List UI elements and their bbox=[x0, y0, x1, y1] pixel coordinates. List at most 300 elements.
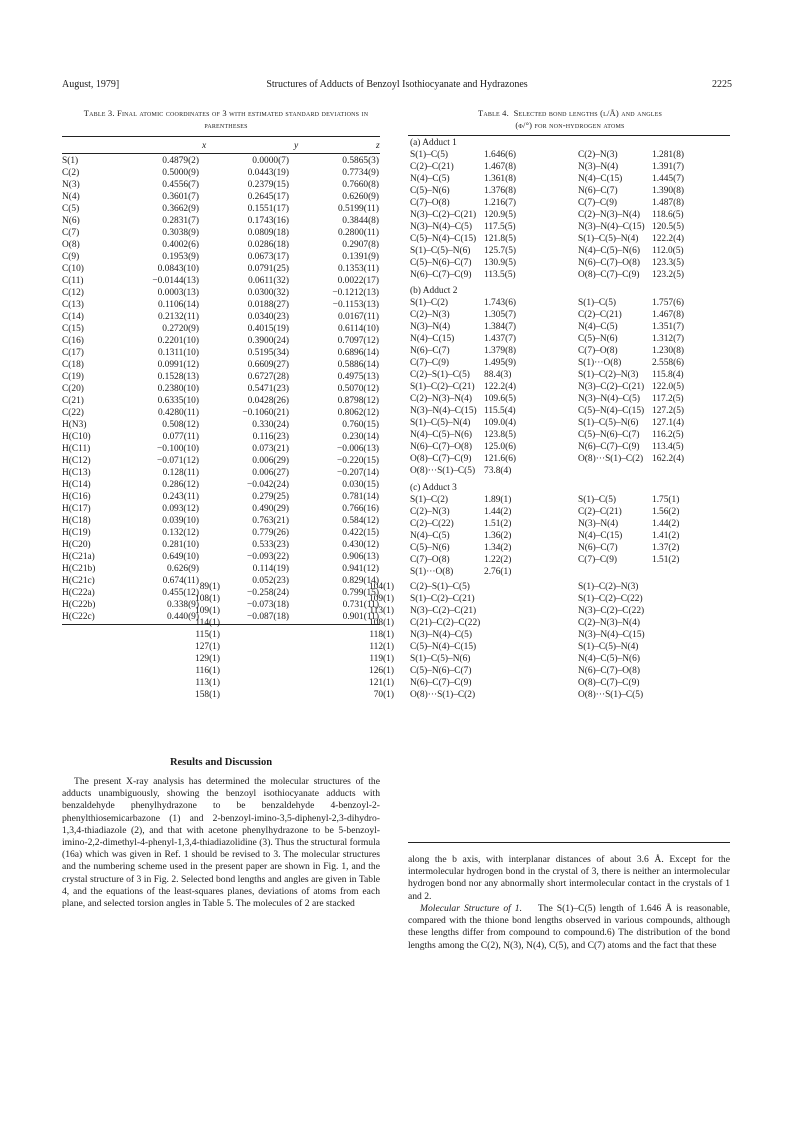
bond-label: C(21)–C(2)–C(22) bbox=[410, 618, 481, 628]
table-row bbox=[62, 239, 395, 251]
bond-value: 1.75(1) bbox=[652, 495, 680, 505]
bond-value: 1.51(2) bbox=[652, 555, 680, 565]
table-row bbox=[62, 419, 395, 431]
bond-label: S(1)–C(2)–N(3) bbox=[578, 370, 639, 380]
bond-value: 122.0(5) bbox=[652, 382, 685, 392]
table-row bbox=[62, 575, 395, 587]
table3-header-rule bbox=[62, 153, 380, 154]
table3-cell-z: 0.5199(11) bbox=[337, 204, 379, 214]
table3-cell-x: 0.338(9) bbox=[166, 600, 199, 610]
col-x: x bbox=[202, 141, 207, 151]
table-row bbox=[62, 311, 395, 323]
table3-cell-atom: H(C20) bbox=[62, 540, 91, 550]
table4-caption-line2: (φ/°) for non-hydrogen atoms bbox=[515, 120, 625, 130]
table3-header bbox=[62, 141, 380, 153]
table3-cell-atom: H(N3) bbox=[62, 420, 87, 430]
table3-cell-atom: H(C18) bbox=[62, 516, 91, 526]
table3-label: Table 3. bbox=[83, 108, 115, 118]
table3-cell-y: 0.0791(25) bbox=[247, 264, 289, 274]
bond-value: 115.5(4) bbox=[484, 406, 516, 416]
table3-cell-atom: H(C10) bbox=[62, 432, 91, 442]
table3-cell-atom: H(C12) bbox=[62, 456, 91, 466]
table-row bbox=[62, 179, 395, 191]
page-number: 2225 bbox=[712, 79, 732, 90]
bond-label: N(4)–C(15) bbox=[578, 174, 623, 184]
bond-label: S(1)–C(2)–C(22) bbox=[578, 594, 643, 604]
bond-label: N(3)–C(2)–C(21) bbox=[410, 606, 477, 616]
table3-cell-x: 0.4879(2) bbox=[162, 156, 199, 166]
table3-cell-x: 0.649(10) bbox=[162, 552, 199, 562]
bond-label: N(4)–C(5)–N(6) bbox=[410, 430, 472, 440]
table3-cell-y: 0.490(29) bbox=[252, 504, 289, 514]
bond-label: S(1)–C(2) bbox=[410, 495, 449, 505]
table3-cell-atom: C(11) bbox=[62, 276, 84, 286]
table3-cell-z: 0.6896(14) bbox=[337, 348, 379, 358]
table3-cell-z: 0.4975(13) bbox=[337, 372, 379, 382]
table4-top-rule bbox=[408, 135, 730, 136]
table-row bbox=[62, 275, 395, 287]
bond-value: 115(1) bbox=[195, 630, 220, 640]
bond-value: 1.646(6) bbox=[484, 150, 517, 160]
table-row bbox=[62, 515, 395, 527]
bond-label: C(5)–N(4)–C(15) bbox=[410, 642, 477, 652]
table-row bbox=[62, 227, 395, 239]
bond-label: N(3)–C(2)–C(22) bbox=[578, 606, 645, 616]
bond-label: C(2)–C(21) bbox=[410, 162, 454, 172]
table3-cell-y: 0.330(24) bbox=[252, 420, 289, 430]
table-row bbox=[62, 167, 395, 179]
table-row bbox=[62, 155, 395, 167]
table3-cell-z: 0.941(12) bbox=[342, 564, 379, 574]
table3-cell-y: −0.1060(21) bbox=[242, 408, 289, 418]
table3-cell-atom: H(C14) bbox=[62, 480, 91, 490]
bond-value: 108(1) bbox=[195, 594, 220, 604]
bond-value: 109(1) bbox=[369, 594, 394, 604]
table3-cell-y: −0.258(24) bbox=[247, 588, 289, 598]
bond-value: 109.0(4) bbox=[484, 418, 517, 428]
bond-label: C(7)–C(9) bbox=[578, 555, 618, 565]
table-row bbox=[62, 431, 395, 443]
bond-value: 113.4(5) bbox=[652, 442, 684, 452]
table3-cell-atom: H(C22c) bbox=[62, 612, 95, 622]
table-row bbox=[62, 551, 395, 563]
table3-cell-y: 0.006(27) bbox=[252, 468, 289, 478]
table3-cell-atom: O(8) bbox=[62, 240, 80, 250]
bond-value: 1.757(6) bbox=[652, 298, 685, 308]
table-row bbox=[62, 491, 395, 503]
table3-cell-atom: H(C21b) bbox=[62, 564, 96, 574]
table-row bbox=[62, 335, 395, 347]
bond-value: 1.56(2) bbox=[652, 507, 680, 517]
table3-cell-y: 0.006(29) bbox=[252, 456, 289, 466]
bond-label: N(3)–N(4)–C(15) bbox=[578, 630, 645, 640]
table3-cell-y: 0.0340(23) bbox=[247, 312, 289, 322]
table3-cell-atom: N(3) bbox=[62, 180, 80, 190]
molecular-structure-subhead: Molecular Structure of 1. bbox=[420, 903, 522, 914]
bond-label: S(1)–C(2)–C(21) bbox=[410, 382, 475, 392]
table3-cell-x: 0.626(9) bbox=[166, 564, 199, 574]
bond-label: N(6)–C(7)–C(9) bbox=[578, 442, 640, 452]
bond-value: 1.44(2) bbox=[484, 507, 512, 517]
bond-label: N(6)–C(7)–C(9) bbox=[410, 678, 472, 688]
table3-cell-atom: H(C19) bbox=[62, 528, 91, 538]
bond-value: 1.391(7) bbox=[652, 162, 685, 172]
molecular-structure-paragraph bbox=[408, 903, 730, 952]
bond-label: N(3)–N(4) bbox=[578, 162, 619, 172]
col-y: y bbox=[294, 141, 299, 151]
bond-value: 121(1) bbox=[369, 678, 394, 688]
table3-cell-z: 0.230(14) bbox=[342, 432, 379, 442]
table3-cell-x: −0.100(10) bbox=[157, 444, 199, 454]
table3-cell-x: 0.5000(9) bbox=[162, 168, 199, 178]
bond-label: S(1)···O(8) bbox=[578, 358, 622, 368]
table3-cell-z: 0.799(15) bbox=[342, 588, 379, 598]
bond-label: N(6)–C(7)–O(8) bbox=[578, 258, 640, 268]
table3-cell-x: 0.0991(12) bbox=[157, 360, 199, 370]
bond-value: 1.743(6) bbox=[484, 298, 517, 308]
table-row bbox=[62, 527, 395, 539]
table3-cell-atom: H(C16) bbox=[62, 492, 91, 502]
bond-label: N(4)–C(15) bbox=[578, 531, 623, 541]
bond-label: O(8)–C(7)–C(9) bbox=[578, 678, 640, 688]
bond-label: S(1)···O(8) bbox=[410, 567, 454, 577]
table3-cell-x: 0.2831(7) bbox=[162, 216, 199, 226]
bond-label: S(1)–C(2)–C(21) bbox=[410, 594, 475, 604]
table3-cell-y: −0.073(18) bbox=[247, 600, 289, 610]
bond-value: 1.305(7) bbox=[484, 310, 517, 320]
bond-value: 123.8(5) bbox=[484, 430, 517, 440]
table-row bbox=[62, 539, 395, 551]
table3-cell-atom: C(13) bbox=[62, 300, 84, 310]
bond-value: 116.2(5) bbox=[652, 430, 684, 440]
table3-cell-z: 0.5886(14) bbox=[337, 360, 379, 370]
table3-cell-z: 0.7660(8) bbox=[342, 180, 379, 190]
table3-caption-text: Final atomic coordinates of 3 with estimated standard deviations in parentheses bbox=[117, 108, 369, 130]
bond-value: 113.5(5) bbox=[484, 270, 516, 280]
table3-cell-atom: H(C17) bbox=[62, 504, 91, 514]
table3-cell-y: −0.042(24) bbox=[247, 480, 289, 490]
table3-cell-atom: C(10) bbox=[62, 264, 84, 274]
bond-label: N(6)–C(7) bbox=[410, 346, 450, 356]
bond-label: N(4)–C(5)–N(6) bbox=[578, 246, 640, 256]
table3-cell-z: −0.1153(13) bbox=[332, 300, 379, 310]
bond-value: 73.8(4) bbox=[484, 466, 512, 476]
table3-cell-atom: H(C13) bbox=[62, 468, 91, 478]
table3-cell-x: −0.0144(13) bbox=[152, 276, 199, 286]
bond-label: C(5)–N(6)–C(7) bbox=[410, 666, 472, 676]
table3-cell-z: 0.7097(12) bbox=[337, 336, 379, 346]
table3-cell-z: 0.5865(3) bbox=[342, 156, 379, 166]
table3-cell-z: 0.1391(9) bbox=[342, 252, 379, 262]
table3-cell-x: 0.2380(10) bbox=[157, 384, 199, 394]
table3-cell-atom: C(16) bbox=[62, 336, 84, 346]
bond-value: 1.376(8) bbox=[484, 186, 517, 196]
bond-value: 119(1) bbox=[369, 654, 394, 664]
bond-label: N(4)–C(5)–N(6) bbox=[578, 654, 640, 664]
table3-cell-atom: C(19) bbox=[62, 372, 84, 382]
table3-cell-z: −0.1212(13) bbox=[332, 288, 379, 298]
bond-label: C(7)–O(8) bbox=[410, 198, 450, 208]
bond-value: 125.7(5) bbox=[484, 246, 517, 256]
bond-value: 89(1) bbox=[199, 582, 220, 592]
table3-cell-y: 0.3900(24) bbox=[247, 336, 289, 346]
bond-value: 1.37(2) bbox=[652, 543, 680, 553]
table3-cell-x: 0.4556(7) bbox=[162, 180, 199, 190]
table-row bbox=[62, 599, 395, 611]
bond-value: 120.9(5) bbox=[484, 210, 517, 220]
adduct1-section-label: (a) Adduct 1 bbox=[410, 138, 457, 148]
bond-label: S(1)–C(5)–N(4) bbox=[410, 418, 471, 428]
table3-cell-x: 0.2720(9) bbox=[162, 324, 199, 334]
bond-value: 1.41(2) bbox=[652, 531, 680, 541]
table3-cell-x: 0.2132(11) bbox=[157, 312, 199, 322]
table3-cell-y: 0.116(23) bbox=[252, 432, 289, 442]
table3-cell-atom: C(15) bbox=[62, 324, 84, 334]
bond-label: C(2)–C(21) bbox=[578, 310, 622, 320]
running-header bbox=[62, 79, 732, 93]
table3-cell-y: 0.0000(7) bbox=[252, 156, 289, 166]
bond-value: 118.6(5) bbox=[652, 210, 684, 220]
table3-cell-z: 0.829(14) bbox=[342, 576, 379, 586]
table4-caption-line1: Selected bond lengths (l/Å) and angles bbox=[513, 108, 663, 118]
bond-value: 104(1) bbox=[369, 582, 394, 592]
table3-cell-atom: H(C22b) bbox=[62, 600, 96, 610]
bond-value: 122.2(4) bbox=[484, 382, 517, 392]
table3-cell-y: 0.763(21) bbox=[252, 516, 289, 526]
table-row bbox=[62, 479, 395, 491]
bond-label: C(5)–N(6) bbox=[578, 334, 618, 344]
table3-cell-y: 0.5471(23) bbox=[247, 384, 289, 394]
table3-cell-atom: S(1) bbox=[62, 156, 79, 166]
bond-value: 1.379(8) bbox=[484, 346, 517, 356]
bond-value: 113(1) bbox=[369, 606, 394, 616]
bond-label: C(2)–C(21) bbox=[578, 507, 622, 517]
table3-cell-z: 0.5070(12) bbox=[337, 384, 379, 394]
table3-cell-z: 0.430(12) bbox=[342, 540, 379, 550]
bond-label: S(1)–C(5) bbox=[410, 150, 449, 160]
table3-cell-z: 0.030(15) bbox=[342, 480, 379, 490]
bond-label: O(8)–C(7)–C(9) bbox=[410, 454, 472, 464]
table-row bbox=[62, 611, 395, 623]
bond-label: N(3)–N(4)–C(15) bbox=[410, 406, 477, 416]
bond-label: C(7)–O(8) bbox=[578, 346, 618, 356]
table3-cell-y: 0.114(19) bbox=[252, 564, 289, 574]
table3-cell-y: 0.1743(16) bbox=[247, 216, 289, 226]
bond-value: 122.2(4) bbox=[652, 234, 685, 244]
bond-value: 1.22(2) bbox=[484, 555, 512, 565]
table3-cell-z: 0.422(15) bbox=[342, 528, 379, 538]
table3-cell-atom: C(17) bbox=[62, 348, 84, 358]
table3-cell-z: 0.2907(8) bbox=[342, 240, 379, 250]
bond-value: 112.0(5) bbox=[652, 246, 684, 256]
header-title: Structures of Adducts of Benzoyl Isothiocyanate and Hydrazones bbox=[266, 79, 528, 90]
bond-value: 1.281(8) bbox=[652, 150, 685, 160]
bond-value: 1.44(2) bbox=[652, 519, 680, 529]
bond-label: N(6)–C(7)–C(9) bbox=[410, 270, 472, 280]
table3-cell-x: 0.674(11) bbox=[162, 576, 199, 586]
table3-cell-z: −0.220(15) bbox=[337, 456, 379, 466]
table3-cell-y: 0.6609(27) bbox=[247, 360, 289, 370]
table3-cell-atom: C(9) bbox=[62, 252, 80, 262]
bond-value: 1.384(7) bbox=[484, 322, 517, 332]
table3-cell-z: 0.8798(12) bbox=[337, 396, 379, 406]
table3-cell-y: 0.0300(32) bbox=[247, 288, 289, 298]
bond-value: 1.487(8) bbox=[652, 198, 685, 208]
bond-value: 162.2(4) bbox=[652, 454, 685, 464]
bond-label: N(3)–N(4)–C(5) bbox=[410, 222, 472, 232]
table3-cell-x: 0.0843(10) bbox=[157, 264, 199, 274]
bond-value: 121.6(6) bbox=[484, 454, 517, 464]
table-row bbox=[62, 359, 395, 371]
results-paragraph-left: The present X-ray analysis has determined the molecular structures of the adducts unambiguously, showing the benzoyl isothiocyanate adducts with benzaldehyde phenylhydrazone to be benzaldehyde 4-benzoyl-2-phenylthiosemicarbazone (1) and 2-benzoyl-imino-3,5-diphenyl-2,3-dihydro-1,3,4-thiadiazole (2), and that with acetone phenylhydrazone to be 5-benzoyl-imino-2,2-dimethyl-4-phenyl-1,3,4-thiadiazolidine (3). Thus the structural formula (16a) which was given in Ref. 1 should be revised to 3. The molecular structures and the numbering scheme used in the present paper are shown in Fig. 1, and the crystal structure of 3 in Fig. 2. Selected bond lengths and angles are given in Table 4, and the equations of the least-squares planes, deviations of atoms from each plane, and selected torsion angles in Table 5. The molecules of 2 are stacked bbox=[62, 776, 380, 910]
table-row bbox=[62, 407, 395, 419]
table3-cell-z: 0.6260(9) bbox=[342, 192, 379, 202]
table3-cell-x: 0.4280(11) bbox=[157, 408, 199, 418]
table3-cell-z: −0.207(14) bbox=[337, 468, 379, 478]
bond-label: N(4)–C(5) bbox=[410, 531, 450, 541]
table-row bbox=[62, 215, 395, 227]
bond-value: 1.89(1) bbox=[484, 495, 512, 505]
table3-cell-x: 0.3601(7) bbox=[162, 192, 199, 202]
table3-cell-x: 0.3038(9) bbox=[162, 228, 199, 238]
bond-value: 127.1(4) bbox=[652, 418, 685, 428]
table-row bbox=[62, 467, 395, 479]
bond-value: 158(1) bbox=[195, 690, 220, 700]
bond-value: 117.5(5) bbox=[484, 222, 516, 232]
bond-value: 70(1) bbox=[373, 690, 394, 700]
bond-label: C(7)–C(9) bbox=[578, 198, 618, 208]
bond-label: C(2)–N(3)–N(4) bbox=[578, 210, 640, 220]
bond-value: 109.6(5) bbox=[484, 394, 517, 404]
table3-cell-x: 0.281(10) bbox=[162, 540, 199, 550]
bond-value: 120.5(5) bbox=[652, 222, 685, 232]
table-row bbox=[62, 503, 395, 515]
bond-value: 121.8(5) bbox=[484, 234, 517, 244]
table3-cell-x: 0.440(9) bbox=[166, 612, 199, 622]
bond-label: C(5)–N(4)–C(15) bbox=[578, 406, 645, 416]
adduct3-section-label: (c) Adduct 3 bbox=[410, 483, 457, 493]
table-row bbox=[62, 395, 395, 407]
table3-cell-atom: N(6) bbox=[62, 216, 80, 226]
table3-cell-x: 0.6335(10) bbox=[157, 396, 199, 406]
bond-label: O(8)–C(7)–C(9) bbox=[578, 270, 640, 280]
bond-value: 123.2(5) bbox=[652, 270, 685, 280]
table3-cell-y: 0.052(23) bbox=[252, 576, 289, 586]
bond-value: 112(1) bbox=[369, 642, 394, 652]
bond-value: 1.351(7) bbox=[652, 322, 685, 332]
table3-cell-atom: C(12) bbox=[62, 288, 84, 298]
table3-cell-y: 0.5195(34) bbox=[247, 348, 289, 358]
bond-label: C(7)–C(9) bbox=[410, 358, 450, 368]
bond-label: C(5)–N(6)–C(7) bbox=[410, 258, 472, 268]
bond-label: S(1)–C(5)–N(4) bbox=[578, 234, 639, 244]
bond-label: N(3)–N(4) bbox=[410, 322, 451, 332]
table3-cell-atom: C(2) bbox=[62, 168, 80, 178]
bond-value: 116(1) bbox=[195, 666, 220, 676]
bond-value: 109(1) bbox=[195, 606, 220, 616]
bond-value: 1.390(8) bbox=[652, 186, 685, 196]
bond-label: N(6)–C(7) bbox=[578, 186, 618, 196]
table-row bbox=[62, 203, 395, 215]
bond-value: 114(1) bbox=[195, 618, 220, 628]
table3-cell-atom: C(20) bbox=[62, 384, 84, 394]
bond-label: C(2)–N(3) bbox=[578, 150, 618, 160]
bond-value: 1.51(2) bbox=[484, 519, 512, 529]
table3-cell-z: 0.906(13) bbox=[342, 552, 379, 562]
table3-cell-x: 0.132(12) bbox=[162, 528, 199, 538]
bond-label: S(1)–C(2) bbox=[410, 298, 449, 308]
table4-bottom-rule bbox=[408, 842, 730, 843]
bond-label: O(8)···S(1)–C(5) bbox=[410, 466, 476, 476]
table3-cell-y: 0.1551(17) bbox=[247, 204, 289, 214]
bond-label: C(2)–N(3)–N(4) bbox=[578, 618, 640, 628]
table3 bbox=[62, 155, 395, 623]
bond-label: O(8)···S(1)–C(2) bbox=[410, 690, 476, 700]
table3-cell-atom: C(5) bbox=[62, 204, 80, 214]
table-row bbox=[62, 587, 395, 599]
bond-label: S(1)–C(5)–N(4) bbox=[578, 642, 639, 652]
header-date: August, 1979] bbox=[62, 79, 120, 90]
bond-label: C(2)–C(22) bbox=[410, 519, 454, 529]
table3-cell-z: 0.8062(12) bbox=[337, 408, 379, 418]
table3-cell-atom: C(14) bbox=[62, 312, 84, 322]
bond-value: 130.9(5) bbox=[484, 258, 517, 268]
bond-value: 127.2(5) bbox=[652, 406, 685, 416]
bond-value: 108(1) bbox=[369, 618, 394, 628]
table3-cell-z: 0.766(16) bbox=[342, 504, 379, 514]
table3-cell-y: 0.0443(19) bbox=[247, 168, 289, 178]
table3-cell-z: 0.3844(8) bbox=[342, 216, 379, 226]
bond-value: 126(1) bbox=[369, 666, 394, 676]
table3-cell-x: 0.1953(9) bbox=[162, 252, 199, 262]
bond-value: 1.467(8) bbox=[484, 162, 517, 172]
bond-value: 125.0(6) bbox=[484, 442, 517, 452]
table3-cell-z: 0.1353(11) bbox=[337, 264, 379, 274]
table3-cell-y: 0.4015(19) bbox=[247, 324, 289, 334]
table3-cell-x: 0.1528(13) bbox=[157, 372, 199, 382]
bond-value: 1.216(7) bbox=[484, 198, 517, 208]
table3-cell-z: 0.0022(17) bbox=[337, 276, 379, 286]
table-row bbox=[62, 455, 395, 467]
bond-label: C(5)–N(4)–C(15) bbox=[410, 234, 477, 244]
table-row bbox=[62, 347, 395, 359]
table3-cell-z: −0.006(13) bbox=[337, 444, 379, 454]
bond-label: C(2)–N(3) bbox=[410, 310, 450, 320]
bond-label: S(1)–C(5)–N(6) bbox=[410, 654, 471, 664]
results-heading: Results and Discussion bbox=[169, 757, 273, 768]
bond-label: C(5)–N(6)–C(7) bbox=[578, 430, 640, 440]
table3-cell-x: 0.243(11) bbox=[162, 492, 199, 502]
bond-value: 118(1) bbox=[369, 630, 394, 640]
bond-value: 1.495(9) bbox=[484, 358, 517, 368]
table3-cell-x: 0.286(12) bbox=[162, 480, 199, 490]
bond-label: N(4)–C(5) bbox=[410, 174, 450, 184]
bond-label: C(2)–N(3) bbox=[410, 507, 450, 517]
table3-cell-y: 0.2379(15) bbox=[247, 180, 289, 190]
bond-label: N(4)–C(15) bbox=[410, 334, 455, 344]
bond-label: O(8)···S(1)–C(2) bbox=[578, 454, 644, 464]
table3-cell-atom: H(C11) bbox=[62, 444, 91, 454]
bond-label: O(8)···S(1)–C(5) bbox=[578, 690, 644, 700]
bond-value: 115.8(4) bbox=[652, 370, 684, 380]
table3-cell-z: 0.0167(11) bbox=[337, 312, 379, 322]
table-row bbox=[62, 251, 395, 263]
table3-cell-y: −0.093(22) bbox=[247, 552, 289, 562]
bond-label: N(4)–C(5) bbox=[578, 322, 618, 332]
bond-label: N(3)–C(2)–C(21) bbox=[410, 210, 477, 220]
bond-value: 1.361(8) bbox=[484, 174, 517, 184]
bond-value: 1.467(8) bbox=[652, 310, 685, 320]
